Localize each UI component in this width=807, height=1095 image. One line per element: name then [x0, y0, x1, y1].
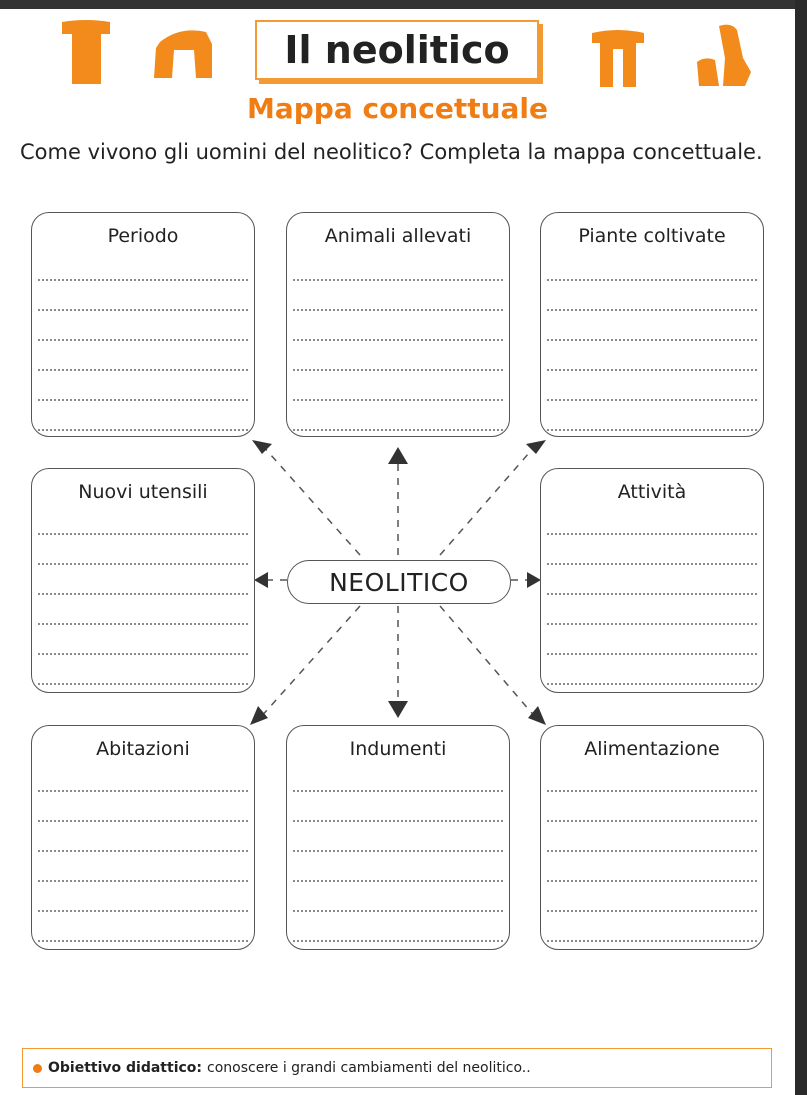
box-label: Attività	[617, 481, 687, 503]
learning-objective	[22, 1048, 772, 1088]
arrow-to-abitazioni	[260, 606, 360, 718]
arrow-icon	[250, 706, 268, 725]
box-piante-coltivate	[540, 212, 764, 437]
box-label: Alimentazione	[584, 738, 720, 760]
goal-label: Obiettivo didattico:	[48, 1060, 203, 1076]
arrow-icon	[252, 440, 272, 454]
box-alimentazione	[540, 725, 764, 950]
arrow-icon	[254, 572, 268, 588]
box-indumenti	[286, 725, 510, 950]
box-nuovi-utensili	[31, 468, 255, 693]
box-animali-allevati	[286, 212, 510, 437]
instruction-text: Come vivono gli uomini del neolitico? Completa la mappa concettuale.	[20, 140, 763, 164]
arrow-to-alimentazione	[440, 606, 536, 718]
box-label: Nuovi utensili	[78, 481, 208, 503]
arrow-icon	[526, 440, 546, 454]
box-label: Indumenti	[349, 738, 447, 760]
arrow-to-piante	[440, 445, 536, 555]
box-periodo	[31, 212, 255, 437]
arrow-icon	[528, 706, 546, 725]
arrow-icon	[388, 447, 408, 464]
page-title: Il neolitico	[255, 20, 539, 80]
subtitle: Mappa concettuale	[246, 92, 549, 125]
box-label: Animali allevati	[324, 225, 472, 247]
center-node: NEOLITICO	[287, 560, 511, 604]
box-label: Abitazioni	[96, 738, 190, 760]
box-attivita	[540, 468, 764, 693]
dot-icon	[33, 1064, 42, 1073]
goal-text: conoscere i grandi cambiamenti del neolitico..	[207, 1060, 531, 1076]
box-label: Periodo	[107, 225, 179, 247]
arrow-icon	[527, 572, 541, 588]
box-label: Piante coltivate	[578, 225, 726, 247]
arrow-icon	[388, 701, 408, 718]
arrow-to-periodo	[262, 445, 360, 555]
box-abitazioni	[31, 725, 255, 950]
